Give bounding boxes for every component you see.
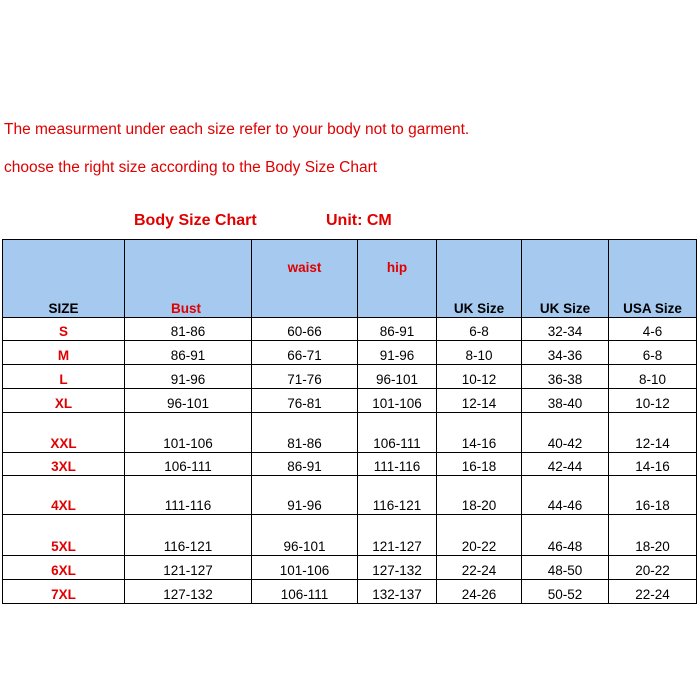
uk-size-cell: 14-16 [437,413,522,453]
uk-size-cell: 16-18 [437,453,522,476]
uk-size-2-cell: 50-52 [522,580,609,604]
uk-size-2-cell: 36-38 [522,365,609,389]
waist-cell: 96-101 [252,515,358,556]
usa-size-cell: 14-16 [609,453,697,476]
uk-size-cell: 12-14 [437,389,522,413]
usa-size-cell: 6-8 [609,341,697,365]
uk-size-cell: 22-24 [437,556,522,580]
header-usa-size: USA Size [609,240,697,318]
size-cell: 5XL [3,515,125,556]
size-cell: 4XL [3,476,125,515]
usa-size-cell: 10-12 [609,389,697,413]
size-cell: XL [3,389,125,413]
hip-cell: 86-91 [358,318,437,341]
bust-cell: 116-121 [125,515,252,556]
chart-unit: Unit: CM [326,212,392,229]
header-bust: Bust [125,240,252,318]
usa-size-cell: 4-6 [609,318,697,341]
table-row [3,515,697,556]
table-row [3,453,697,476]
hip-cell: 111-116 [358,453,437,476]
waist-cell: 81-86 [252,413,358,453]
waist-cell: 91-96 [252,476,358,515]
table-row [3,318,697,341]
table-row [3,389,697,413]
waist-cell: 101-106 [252,556,358,580]
waist-cell: 86-91 [252,453,358,476]
table-row [3,476,697,515]
chart-title: Body Size Chart [134,212,257,229]
bust-cell: 127-132 [125,580,252,604]
uk-size-2-cell: 34-36 [522,341,609,365]
hip-cell: 91-96 [358,341,437,365]
uk-size-cell: 10-12 [437,365,522,389]
uk-size-cell: 8-10 [437,341,522,365]
table-row [3,413,697,453]
usa-size-cell: 18-20 [609,515,697,556]
bust-cell: 96-101 [125,389,252,413]
header-row [3,240,697,318]
usa-size-cell: 22-24 [609,580,697,604]
size-table [2,239,697,604]
bust-cell: 81-86 [125,318,252,341]
uk-size-2-cell: 46-48 [522,515,609,556]
size-cell: 6XL [3,556,125,580]
hip-cell: 121-127 [358,515,437,556]
usa-size-cell: 16-18 [609,476,697,515]
bust-cell: 86-91 [125,341,252,365]
header-size: SIZE [3,240,125,318]
uk-size-2-cell: 38-40 [522,389,609,413]
waist-cell: 71-76 [252,365,358,389]
header-uk-size-2: UK Size [522,240,609,318]
hip-cell: 106-111 [358,413,437,453]
table-row [3,365,697,389]
uk-size-2-cell: 40-42 [522,413,609,453]
bust-cell: 91-96 [125,365,252,389]
uk-size-2-cell: 32-34 [522,318,609,341]
table-row [3,580,697,604]
hip-cell: 101-106 [358,389,437,413]
table-row [3,341,697,365]
hip-cell: 132-137 [358,580,437,604]
waist-cell: 66-71 [252,341,358,365]
bust-cell: 111-116 [125,476,252,515]
bust-cell: 101-106 [125,413,252,453]
uk-size-cell: 20-22 [437,515,522,556]
size-advice-note: choose the right size according to the Body Size Chart [4,159,378,176]
waist-cell: 106-111 [252,580,358,604]
hip-cell: 127-132 [358,556,437,580]
size-cell: S [3,318,125,341]
usa-size-cell: 12-14 [609,413,697,453]
size-cell: 7XL [3,580,125,604]
header-hip: hip [358,240,437,318]
hip-cell: 96-101 [358,365,437,389]
hip-cell: 116-121 [358,476,437,515]
uk-size-2-cell: 42-44 [522,453,609,476]
size-cell: M [3,341,125,365]
size-cell: XXL [3,413,125,453]
uk-size-2-cell: 44-46 [522,476,609,515]
measurement-note: The measurment under each size refer to your body not to garment. [4,121,470,138]
table-row [3,556,697,580]
usa-size-cell: 20-22 [609,556,697,580]
waist-cell: 76-81 [252,389,358,413]
bust-cell: 121-127 [125,556,252,580]
size-cell: L [3,365,125,389]
uk-size-cell: 24-26 [437,580,522,604]
bust-cell: 106-111 [125,453,252,476]
header-waist: waist [252,240,358,318]
uk-size-cell: 18-20 [437,476,522,515]
header-uk-size: UK Size [437,240,522,318]
usa-size-cell: 8-10 [609,365,697,389]
waist-cell: 60-66 [252,318,358,341]
uk-size-cell: 6-8 [437,318,522,341]
uk-size-2-cell: 48-50 [522,556,609,580]
size-cell: 3XL [3,453,125,476]
